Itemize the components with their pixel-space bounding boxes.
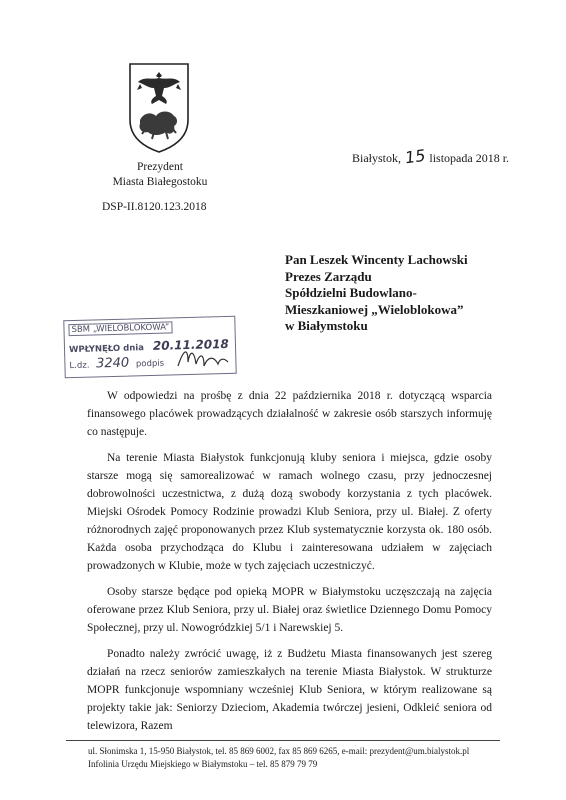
body-paragraph: Ponadto należy zwrócić uwagę, iż z Budżetu Miasta finansowanych jest szereg działań na rzecz seniorów zamieszkałych na terenie Miasta Białystok. W strukturze MOPR funkcjonuje wspomniany wcześniej Klub Seniora, w którym realizowane są projekty takie jak: Seniorzy Dzieciom, Akademia twórczej jesieni, Odkleić seniora od telewizora, Razem bbox=[87, 648, 492, 732]
stamp-org-name: SBM „WIELOBLOKOWA” bbox=[68, 321, 172, 336]
recipient-name: Pan Leszek Wincenty Lachowski bbox=[285, 252, 468, 267]
stamp-number-label: L.dz. bbox=[69, 360, 90, 372]
stamp-number-row bbox=[69, 355, 164, 372]
body-paragraph: W odpowiedzi na prośbę z dnia 22 października 2018 r. dotyczącą wsparcia finansowego placówek prowadzących działalność w zakresie osób starszych informuję co następuje. bbox=[87, 390, 492, 438]
body-paragraph: Osoby starsze będące pod opieką MOPR w Białymstoku uczęszczają na zajęcia oferowane przez Klub Seniora, przy ul. Białej oraz świetlice Dziennego Domu Pomocy Społecznej, przy ul. Nowogródzkiej 5/1 i Narewskiej 5. bbox=[87, 586, 492, 634]
date-day-handwritten: 15 bbox=[403, 145, 427, 168]
footer-hotline: Infolinia Urzędu Miejskiego w Białymstoku – tel. 85 879 79 79 bbox=[88, 758, 318, 769]
stamp-received-date: 20.11.2018 bbox=[152, 336, 229, 353]
stamp-received-label: WPŁYNĘŁO dnia bbox=[68, 343, 145, 356]
reference-number: DSP-II.8120.123.2018 bbox=[102, 201, 207, 213]
footer-divider bbox=[66, 740, 500, 741]
sender-title: Prezydent bbox=[137, 161, 183, 173]
recipient-position: Prezes Zarządu bbox=[285, 268, 372, 284]
recipient-org-line1: Spółdzielni Budowlano- bbox=[285, 285, 417, 300]
stamp-signature-scribble bbox=[174, 344, 230, 372]
stamp-number: 3240 bbox=[95, 355, 130, 372]
letter-date bbox=[352, 147, 509, 166]
recipient-city: w Białymstoku bbox=[285, 318, 368, 333]
sender-block bbox=[90, 160, 230, 190]
recipient-org-line2: Mieszkaniowej „Wieloblokowa” bbox=[285, 301, 464, 317]
footer bbox=[88, 745, 469, 770]
stamp-sign-label: podpis bbox=[135, 358, 165, 370]
footer-contact: ul. Słonimska 1, 15-950 Białystok, tel. 85 869 6002, fax 85 869 6265, e-mail: prezydent@um.bialystok.pl bbox=[88, 746, 470, 756]
date-rest: listopada 2018 r. bbox=[429, 151, 510, 165]
sender-office: Miasta Białegostoku bbox=[112, 176, 208, 188]
letter-body bbox=[87, 387, 492, 743]
date-place: Białystok, bbox=[352, 151, 402, 165]
recipient-address bbox=[285, 252, 468, 335]
city-coat-of-arms bbox=[126, 62, 192, 154]
body-paragraph: Na terenie Miasta Białystok funkcjonują kluby seniora i miejsca, gdzie osoby starsze mogą się samorealizować w ramach wolnego czasu, przy jednoczesnej dobrowolności uczestnictwa, z dużą dozą swobody korzystania z tych placówek. Miejski Ośrodek Pomocy Rodzinie prowadzi Klub Seniora, przy ul. Białej. Z oferty różnorodnych zajęć proponowanych przez Klub systematycznie korzysta ok. 180 osób. Każda osoba przychodząca do Klubu i zainteresowana udziałem w zajęciach prowadzonych w Klubie, może w tych zajęciach uczestniczyć. bbox=[87, 452, 492, 572]
